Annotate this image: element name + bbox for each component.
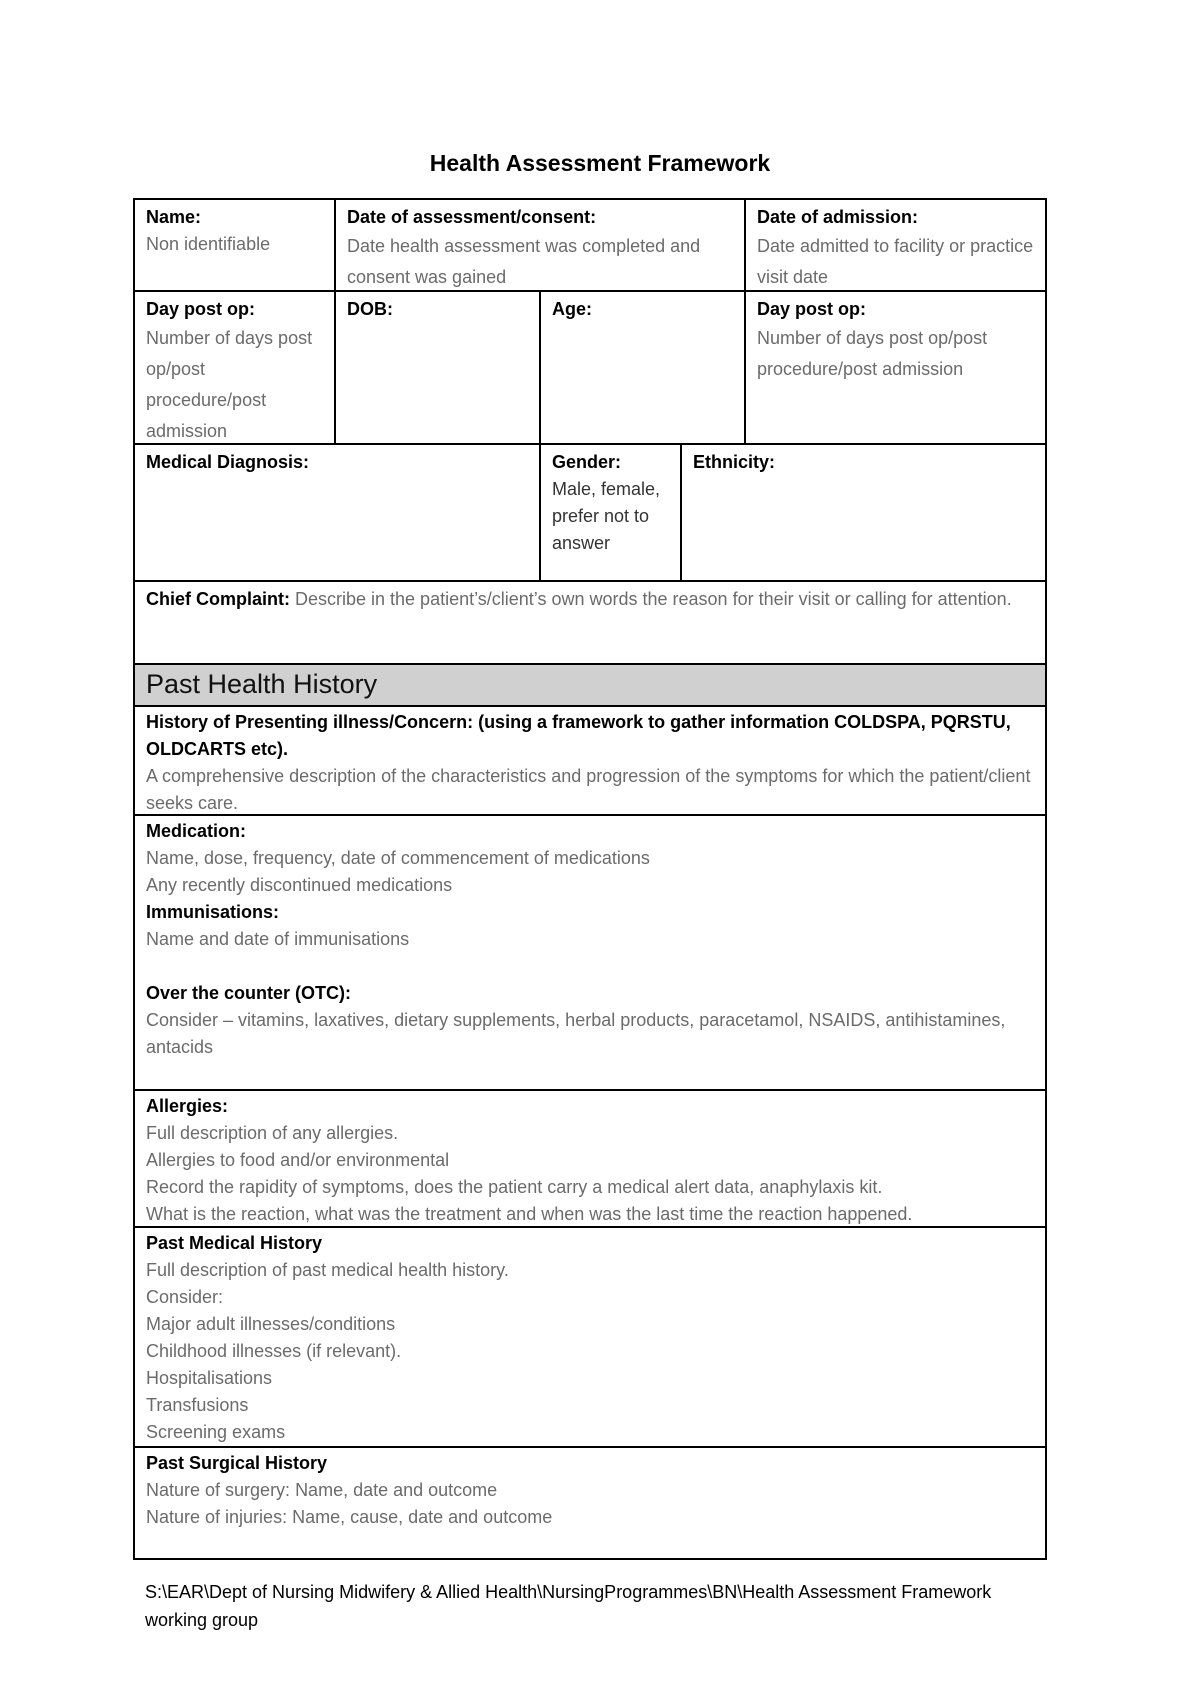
immunisations-label: Immunisations: [146, 902, 280, 922]
past-medical-history-row [135, 1228, 1045, 1448]
hpi-label: History of Presenting illness/Concern: (using a framework to gather information COLDSPA, PQRSTU, OLDCARTS etc). [146, 712, 1011, 759]
ethnicity-label: Ethnicity: [693, 452, 776, 472]
age-label: Age: [552, 299, 592, 319]
hpi-row [135, 707, 1045, 816]
past-surgical-history-label: Past Surgical History [146, 1453, 328, 1473]
allergies-row [135, 1091, 1045, 1228]
document-title: Health Assessment Framework [429, 150, 771, 176]
form-row-identity [135, 200, 1045, 292]
day-post-op-cell-2[interactable] [746, 292, 1045, 443]
footer-file-path: S:\EAR\Dept of Nursing Midwifery & Allied Health\NursingProgrammes\BN\Health Assessment Framework working group [145, 1582, 992, 1630]
day-post-op-hint: Number of days post op/post procedure/post admission [146, 328, 313, 441]
day-post-op-hint-2: Number of days post op/post procedure/post admission [757, 328, 988, 379]
date-of-assessment-cell[interactable] [336, 200, 746, 290]
past-health-history-heading: Past Health History [135, 665, 1045, 705]
pmh-hint: Screening exams [146, 1422, 286, 1442]
otc-hint: Consider – vitamins, laxatives, dietary supplements, herbal products, paracetamol, NSAIDS, antihistamines, antacids [146, 1010, 1006, 1057]
psh-hint: Nature of surgery: Name, date and outcome [146, 1480, 498, 1500]
allergies-label: Allergies: [146, 1096, 229, 1116]
allergies-hint: What is the reaction, what was the treatment and when was the last time the reaction happened. [146, 1204, 913, 1224]
pmh-hint: Major adult illnesses/conditions [146, 1314, 396, 1334]
past-medical-history-cell[interactable] [135, 1228, 1045, 1446]
gender-hint: Male, female, prefer not to answer [552, 479, 661, 553]
medical-diagnosis-cell[interactable] [135, 445, 541, 580]
day-post-op-label-2: Day post op: [757, 299, 867, 319]
pmh-hint: Consider: [146, 1287, 224, 1307]
pmh-hint: Hospitalisations [146, 1368, 273, 1388]
medication-hint-1: Name, dose, frequency, date of commencement of medications [146, 848, 650, 868]
name-hint: Non identifiable [146, 234, 271, 254]
date-of-admission-label: Date of admission: [757, 207, 919, 227]
date-of-admission-hint: Date admitted to facility or practice visit date [757, 236, 1034, 287]
psh-hint: Nature of injuries: Name, cause, date and outcome [146, 1507, 553, 1527]
medication-cell[interactable] [135, 816, 1045, 1089]
allergies-hint: Allergies to food and/or environmental [146, 1150, 450, 1170]
pmh-hint: Childhood illnesses (if relevant). [146, 1341, 402, 1361]
gender-cell[interactable] [541, 445, 682, 580]
past-health-history-header-row [135, 665, 1045, 707]
allergies-cell[interactable] [135, 1091, 1045, 1226]
pmh-hint: Transfusions [146, 1395, 249, 1415]
date-of-admission-cell[interactable] [746, 200, 1045, 290]
dob-cell[interactable] [336, 292, 541, 443]
chief-complaint-label: Chief Complaint: [146, 589, 290, 609]
age-cell[interactable] [541, 292, 746, 443]
past-medical-history-label: Past Medical History [146, 1233, 323, 1253]
form-row-diagnosis [135, 445, 1045, 582]
chief-complaint-hint: Describe in the patient’s/client’s own words the reason for their visit or calling for attention. [290, 589, 1012, 609]
past-surgical-history-cell[interactable] [135, 1448, 1045, 1558]
pmh-hint: Full description of past medical health history. [146, 1260, 509, 1280]
ethnicity-cell[interactable] [682, 445, 1045, 580]
hpi-hint: A comprehensive description of the characteristics and progression of the symptoms for which the patient/client seeks care. [146, 766, 1031, 813]
allergies-hint: Record the rapidity of symptoms, does the patient carry a medical alert data, anaphylaxis kit. [146, 1177, 883, 1197]
chief-complaint-cell[interactable] [135, 582, 1045, 663]
medication-row [135, 816, 1045, 1091]
allergies-hint: Full description of any allergies. [146, 1123, 399, 1143]
otc-label: Over the counter (OTC): [146, 983, 352, 1003]
dob-label: DOB: [347, 299, 393, 319]
immunisations-hint: Name and date of immunisations [146, 929, 410, 949]
day-post-op-cell[interactable] [135, 292, 336, 443]
assessment-form [133, 198, 1047, 1560]
name-cell[interactable] [135, 200, 336, 290]
gender-label: Gender: [552, 452, 622, 472]
day-post-op-label: Day post op: [146, 299, 256, 319]
name-label: Name: [146, 207, 202, 227]
form-row-dates [135, 292, 1045, 445]
hpi-cell[interactable] [135, 707, 1045, 814]
date-of-assessment-label: Date of assessment/consent: [347, 207, 597, 227]
spacer [146, 953, 1035, 980]
past-surgical-history-row [135, 1448, 1045, 1558]
date-of-assessment-hint: Date health assessment was completed and consent was gained [347, 236, 701, 287]
medication-hint-2: Any recently discontinued medications [146, 875, 453, 895]
chief-complaint-row [135, 582, 1045, 665]
medication-label: Medication: [146, 821, 247, 841]
medical-diagnosis-label: Medical Diagnosis: [146, 452, 310, 472]
